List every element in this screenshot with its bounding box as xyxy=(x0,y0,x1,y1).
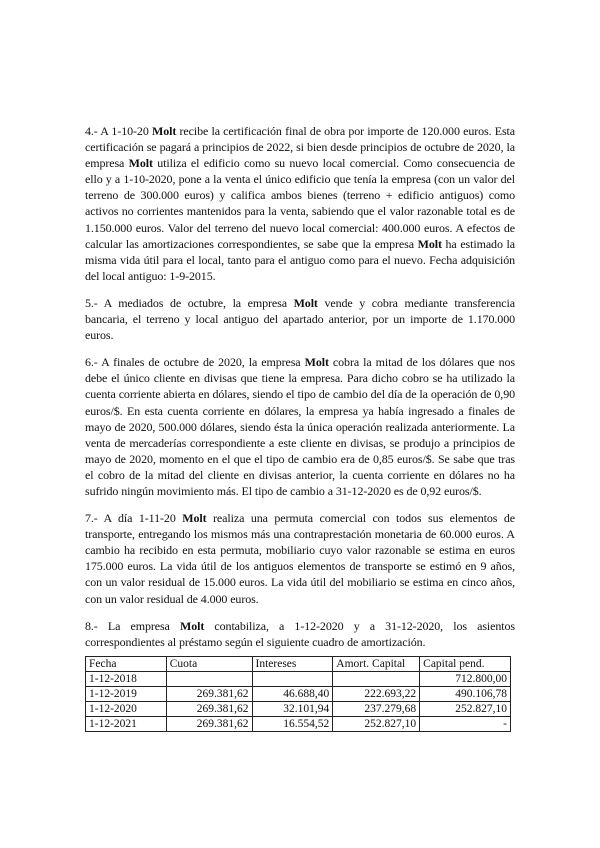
header-intereses: Intereses xyxy=(252,656,333,671)
table-header-row xyxy=(86,656,511,671)
cell-fecha: 1-12-2018 xyxy=(86,671,167,686)
cell-intereses: 46.688,40 xyxy=(252,686,333,701)
header-cuota: Cuota xyxy=(166,656,252,671)
company-name: Molt xyxy=(304,355,329,370)
company-name: Molt xyxy=(179,618,205,633)
cell-capital-pend: - xyxy=(420,716,511,731)
cell-capital-pend: 712.800,00 xyxy=(420,671,511,686)
paragraph-6: 6.- A finales de octubre de 2020, la empresa Molt cobra la mitad de los dólares que nos debe el único cliente en divisas que tiene la empresa. Para dicho cobro se ha utilizado la cuenta corriente abierta en dólares, siendo el tipo de cambio del día de la operación de 0,90 euros/$. En esta cuenta corriente en dólares, la empresa ya había ingresado a finales de mayo de 2020, 500.000 dólares, siendo ésta la única operación realizada anteriormente. La venta de mercaderías correspondiente a este cliente en divisas, se produjo a principios de mayo de 2020, momento en el que el tipo de cambio era de 0,85 euros/$. Se sabe que tras el cobro de la mitad del cliente en divisas anterior, la cuenta corriente en dólares no ha sufrido ningún movimiento más. El tipo de cambio a 31-12-2020 es de 0,92 euros/$. xyxy=(85,355,515,498)
table-row xyxy=(86,716,511,731)
company-name: Molt xyxy=(417,236,442,251)
cell-capital-pend: 490.106,78 xyxy=(420,686,511,701)
document-body xyxy=(85,123,515,732)
company-name: Molt xyxy=(293,295,318,310)
cell-cuota: 269.381,62 xyxy=(166,686,252,701)
company-name: Molt xyxy=(151,124,177,138)
paragraph-8: 8.- La empresa Molt contabiliza, a 1-12-2020 y a 31-12-2020, los asientos correspondientes al préstamo según el siguiente cuadro de amortización. xyxy=(85,618,515,649)
cell-intereses: 16.554,52 xyxy=(252,716,333,731)
cell-intereses xyxy=(252,671,333,686)
cell-cuota xyxy=(166,671,252,686)
table-row xyxy=(86,686,511,701)
cell-amort-capital: 252.827,10 xyxy=(333,716,420,731)
cell-intereses: 32.101,94 xyxy=(252,701,333,716)
cell-fecha: 1-12-2019 xyxy=(86,686,167,701)
paragraph-4: 4.- A 1-10-20 Molt recibe la certificación final de obra por importe de 120.000 euros. Esta certificación se pagará a principios de 2022, si bien desde principios de octubre de 2020, la empresa Molt utiliza el edificio como su nuevo local comercial. Como consecuencia de ello y a 1-10-2020, pone a la venta el único edificio que tenía la empresa (con un valor del terreno de 300.000 euros) y califica ambos bienes (terreno + edificio antiguos) como activos no corrientes mantenidos para la venta, sabiendo que el valor razonable total es de 1.150.000 euros. Valor del terreno del nuevo local comercial: 400.000 euros. A efectos de calcular las amortizaciones correspondientes, se sabe que la empresa Molt ha estimado la misma vida útil para el local, tanto para el antiguo como para el nuevo. Fecha adquisición del local antiguo: 1-9-2015. xyxy=(85,124,515,283)
company-name: Molt xyxy=(182,511,207,526)
header-amort-capital: Amort. Capital xyxy=(333,656,420,671)
table-row xyxy=(86,671,511,686)
table-row xyxy=(86,701,511,716)
cell-amort-capital: 222.693,22 xyxy=(333,686,420,701)
cell-amort-capital: 237.279,68 xyxy=(333,701,420,716)
cell-cuota: 269.381,62 xyxy=(166,701,252,716)
cell-fecha: 1-12-2020 xyxy=(86,701,167,716)
paragraph-5: 5.- A mediados de octubre, la empresa Molt vende y cobra mediante transferencia bancaria, el terreno y local antiguo del apartado anterior, por un importe de 1.170.000 euros. xyxy=(85,295,515,343)
amortization-table xyxy=(85,656,511,732)
paragraph-7: 7.- A día 1-11-20 Molt realiza una permuta comercial con todos sus elementos de transporte, entregando los mismos más una contraprestación monetaria de 60.000 euros. A cambio ha recibido en esta permuta, mobiliario cuyo valor razonable se estima en euros 175.000 euros. La vida útil de los antiguos elementos de transporte se estimó en 9 años, con un valor residual de 15.000 euros. La vida útil del mobiliario se estima en cinco años, con un valor residual de 4.000 euros. xyxy=(85,511,515,606)
cell-cuota: 269.381,62 xyxy=(166,716,252,731)
company-name: Molt xyxy=(128,156,153,171)
cell-capital-pend: 252.827,10 xyxy=(420,701,511,716)
cell-fecha: 1-12-2021 xyxy=(86,716,167,731)
cell-amort-capital xyxy=(333,671,420,686)
header-fecha: Fecha xyxy=(86,656,167,671)
header-capital-pend: Capital pend. xyxy=(420,656,511,671)
